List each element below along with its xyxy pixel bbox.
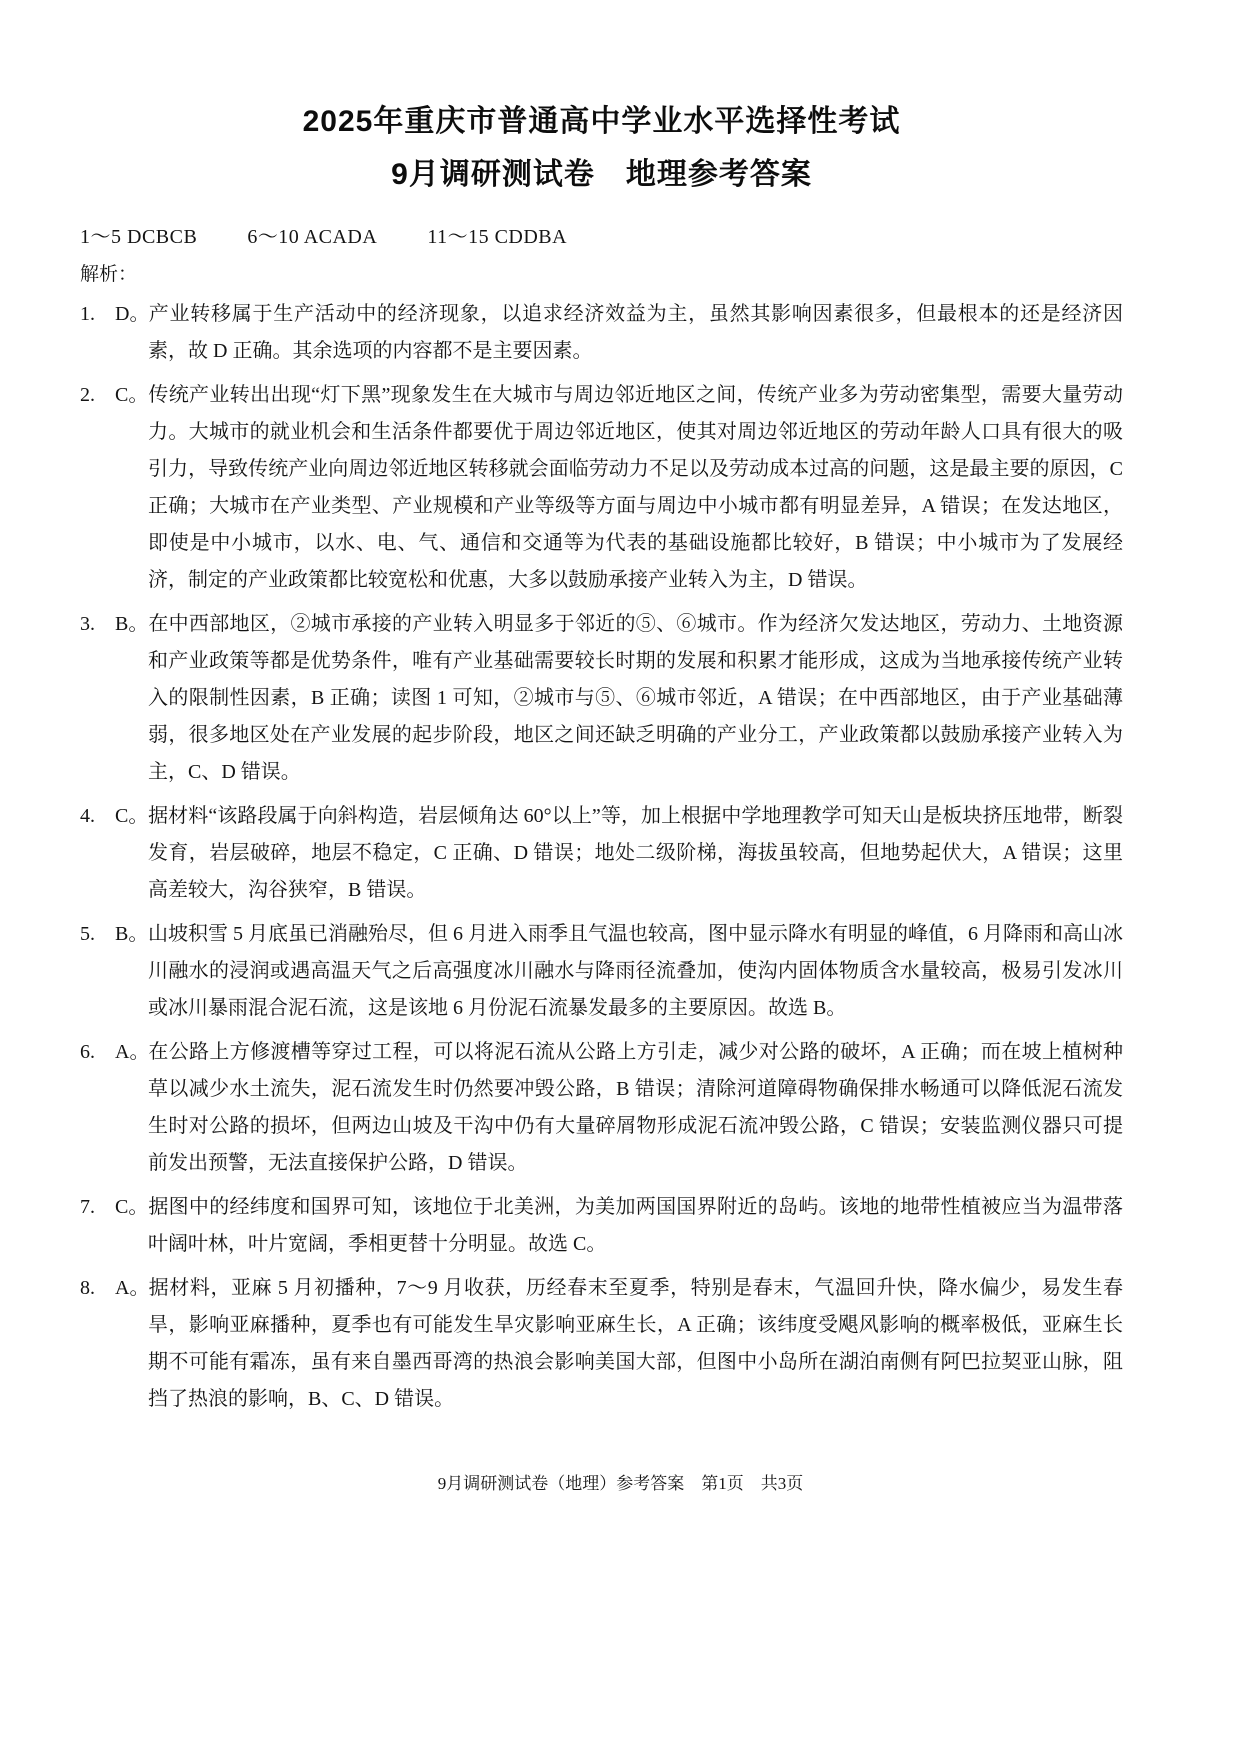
- item-number: 3.: [80, 613, 95, 635]
- title-line-1: 2025年重庆市普通高中学业水平选择性考试: [302, 105, 901, 138]
- item-number: 5.: [80, 923, 95, 945]
- answer-key-group-3: 11～15 CDDBA: [427, 226, 568, 248]
- explanation-item-3: [80, 606, 1123, 791]
- item-number: 8.: [80, 1277, 95, 1299]
- explanation-item-4: [80, 798, 1123, 909]
- item-text: 在公路上方修渡槽等穿过工程，可以将泥石流从公路上方引走，减少对公路的破坏，A 正确；而在坡上植树种草以减少水土流失，泥石流发生时仍然要冲毁公路，B 错误；清除河道障碍物确保排水畅通可以降低泥石流发生时对公路的损坏，但两边山坡及干沟中仍有大量碎屑物形成泥石流冲毁公路，C 错误；安装监测仪器只可提前发出预警，无法直接保护公路，D 错误。: [148, 1041, 1123, 1174]
- item-answer: A。: [115, 1277, 150, 1299]
- page-footer: 9月调研测试卷（地理）参考答案 第1页 共3页: [437, 1474, 804, 1493]
- explanations-list: [80, 296, 1123, 1418]
- item-text: 在中西部地区，②城市承接的产业转入明显多于邻近的⑤、⑥城市。作为经济欠发达地区，劳动力、土地资源和产业政策等都是优势条件，唯有产业基础需要较长时期的发展和积累才能形成，这成为当地承接传统产业转入的限制性因素，B 正确；读图 1 可知，②城市与⑤、⑥城市邻近，A 错误；在中西部地区，由于产业基础薄弱，很多地区处在产业发展的起步阶段，地区之间还缺乏明确的产业分工，产业政策都以鼓励承接产业转入为主，C、D 错误。: [148, 613, 1123, 783]
- title-line-2: 9月调研测试卷 地理参考答案: [391, 158, 812, 191]
- item-number: 4.: [80, 805, 95, 827]
- item-number: 7.: [80, 1196, 95, 1218]
- answer-key-group-1: 1～5 DCBCB: [80, 226, 198, 248]
- item-number: 2.: [80, 384, 95, 406]
- explanation-item-1: [80, 296, 1123, 370]
- item-text: 据图中的经纬度和国界可知，该地位于北美洲，为美加两国国界附近的岛屿。该地的地带性植被应当为温带落叶阔叶林，叶片宽阔，季相更替十分明显。故选 C。: [148, 1196, 1123, 1255]
- item-text: 据材料，亚麻 5 月初播种，7～9 月收获，历经春末至夏季，特别是春末，气温回升快，降水偏少，易发生春旱，影响亚麻播种，夏季也有可能发生旱灾影响亚麻生长，A 正确；该纬度受飓风影响的概率极低，亚麻生长期不可能有霜冻，虽有来自墨西哥湾的热浪会影响美国大部，但图中小岛所在湖泊南侧有阿巴拉契亚山脉，阻挡了热浪的影响，B、C、D 错误。: [148, 1277, 1123, 1410]
- document-header: [80, 102, 1123, 195]
- item-answer: C。: [115, 384, 149, 406]
- item-answer: B。: [115, 923, 149, 945]
- explanation-item-2: [80, 377, 1123, 599]
- explanation-item-6: [80, 1034, 1123, 1182]
- explanation-item-5: [80, 916, 1123, 1027]
- explanation-item-8: [80, 1270, 1123, 1418]
- item-answer: A。: [115, 1041, 150, 1063]
- explanation-item-7: [80, 1189, 1123, 1263]
- answer-key-group-2: 6～10 ACADA: [247, 226, 378, 248]
- item-answer: D。: [115, 303, 150, 325]
- item-text: 传统产业转出出现“灯下黑”现象发生在大城市与周边邻近地区之间，传统产业多为劳动密集型，需要大量劳动力。大城市的就业机会和生活条件都要优于周边邻近地区，使其对周边邻近地区的劳动年龄人口具有很大的吸引力，导致传统产业向周边邻近地区转移就会面临劳动力不足以及劳动成本过高的问题，这是最主要的原因，C 正确；大城市在产业类型、产业规模和产业等级等方面与周边中小城市都有明显差异，A 错误；在发达地区，即使是中小城市，以水、电、气、通信和交通等为代表的基础设施都比较好，B 错误；中小城市为了发展经济，制定的产业政策都比较宽松和优惠，大多以鼓励承接产业转入为主，D 错误。: [148, 384, 1123, 591]
- answer-key-line: [80, 222, 1123, 252]
- item-text: 山坡积雪 5 月底虽已消融殆尽，但 6 月进入雨季且气温也较高，图中显示降水有明显的峰值，6 月降雨和高山冰川融水的浸润或遇高温天气之后高强度冰川融水与降雨径流叠加，使沟内固体物质含水量较高，极易引发冰川或冰川暴雨混合泥石流，这是该地 6 月份泥石流暴发最多的主要原因。故选 B。: [148, 923, 1123, 1019]
- item-text: 产业转移属于生产活动中的经济现象，以追求经济效益为主，虽然其影响因素很多，但最根本的还是经济因素，故 D 正确。其余选项的内容都不是主要因素。: [148, 303, 1123, 362]
- item-number: 6.: [80, 1041, 95, 1063]
- item-answer: C。: [115, 1196, 149, 1218]
- item-number: 1.: [80, 303, 95, 325]
- item-answer: B。: [115, 613, 149, 635]
- item-answer: C。: [115, 805, 149, 827]
- analysis-label: 解析：: [80, 264, 138, 285]
- item-text: 据材料“该路段属于向斜构造，岩层倾角达 60°以上”等，加上根据中学地理教学可知天山是板块挤压地带，断裂发育，岩层破碎，地层不稳定，C 正确、D 错误；地处二级阶梯，海拔虽较高，但地势起伏大，A 错误；这里高差较大，沟谷狭窄，B 错误。: [148, 805, 1123, 901]
